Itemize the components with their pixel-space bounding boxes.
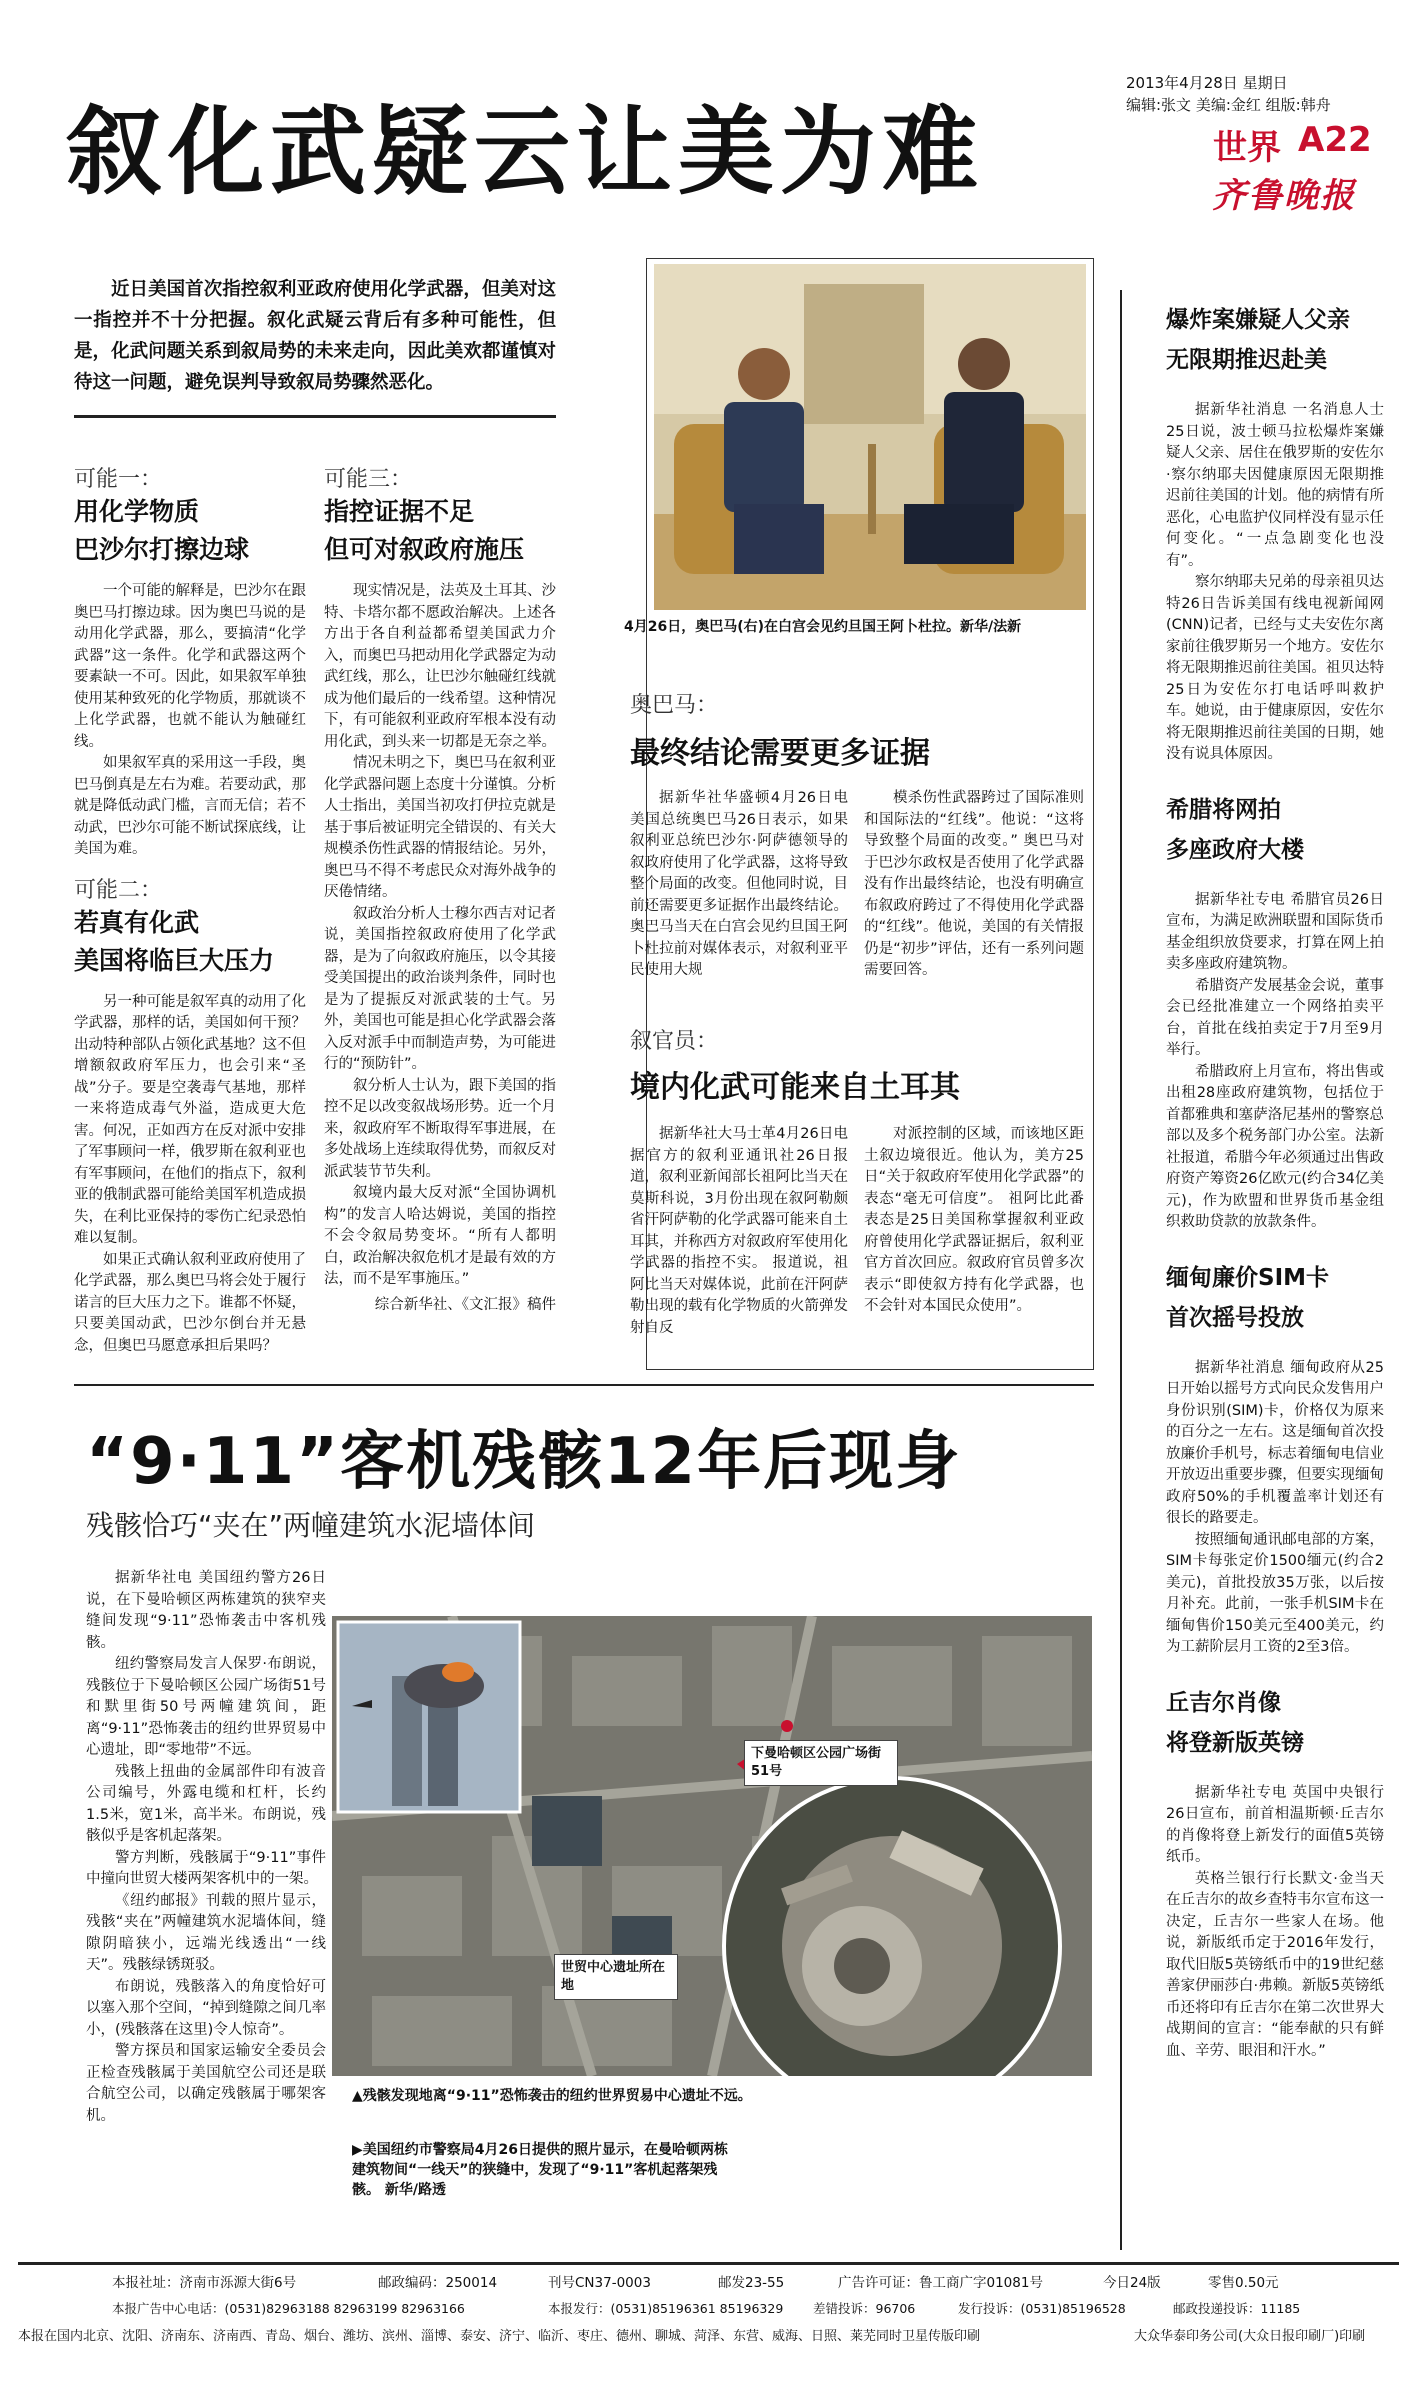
paragraph: 《纽约邮报》刊载的照片显示，残骸“夹在”两幢建筑水泥墙体间，缝隙阴暗狭小，远端光线透出“一线天”。残骸绿锈斑驳。 [86,1892,326,1973]
paragraph: 情况未明之下，奥巴马在叙利亚化学武器问题上态度十分谨慎。分析人士指出，美国当初攻打伊拉克就是基于事后被证明完全错误的、有关大规模杀伤性武器的情报结论。另外，奥巴马不得不考虑民众对海外战争的厌倦情绪。 [324,755,556,900]
footer-item: 邮政投递投诉：11185 [1173,2301,1301,2316]
kicker-obama: 奥巴马： [630,693,719,718]
obama-text-right: 模杀伤性武器跨过了国际准则和国际法的“红线”。他说：“这将导致整个局面的改变。” 奥巴马对于巴沙尔政权是否使用了化学武器没有作出最终结论，也没有明确宣布叙政府跨过了不得使用化学武器的“红线”。他说，美国的有关情报仍是“初步”评估，还有一系列问题需要回答。 [864,790,1084,978]
footer-item: 发行投诉：(0531)85196528 [958,2301,1126,2316]
article-credit: 综合新华社、《文汇报》稿件 [374,1296,556,1313]
aerial-map-illustration [332,1616,1092,2076]
paragraph: 据新华社消息 一名消息人士25日说，波士顿马拉松爆炸案嫌疑人父亲、居住在俄罗斯的安佐尔·察尔纳耶夫因健康原因无限期推迟前往美国的计划。他的病情有所恶化，心电监护仪同样没有显示任何变化。“一点急剧变化也没有”。 [1166,402,1384,569]
paragraph: 察尔纳耶夫兄弟的母亲祖贝达特26日告诉美国有线电视新闻网(CNN)记者，已经与丈夫安佐尔离家前往俄罗斯另一个地方。安佐尔将无限期推迟前往美国。祖贝达特25日为安佐尔打电话呼叫救护车。她说，由于健康原因，安佐尔将无限期推迟前往美国的日期，她没有说具体原因。 [1166,574,1384,762]
paragraph: 一个可能的解释是，巴沙尔在跟奥巴马打擦边球。因为奥巴马说的是动用化学武器，那么，要搞清“化学武器”这一条件。化学和武器这两个要素缺一不可。因此，如果叙军单独使用某种致死的化学物质，那就谈不上化学武器，也就不能认为触碰红线。 [74,583,306,750]
kicker-possibility-2: 可能二： [74,877,163,903]
title-obama: 最终结论需要更多证据 [630,736,930,771]
footer-item: 本报发行：(0531)85196361 85196329 [548,2301,784,2316]
story-911-headline: “9·11”客机残骸12年后现身 [86,1425,962,1499]
paragraph: 叙分析人士认为，跟下美国的指控不足以改变叙战场形势。近一个月来，叙政府军不断取得军事进展，在多处战场上连续取得优势，而叙反对派武装节节失利。 [324,1077,556,1180]
footer [18,2272,1399,2372]
brief-title: 多座政府大楼 [1166,836,1304,863]
map-label-park-place: 下曼哈顿区公园广场街51号 [744,1740,898,1786]
lead-divider [74,415,556,418]
brief [1166,300,1384,766]
kicker-possibility-1: 可能一： [74,467,163,492]
photo-illustration [654,264,1086,610]
obama-text-left: 据新华社华盛顿4月26日电 美国总统奥巴马26日表示，如果叙利亚总统巴沙尔·阿萨德领导的叙政府使用了化学武器，这将导致整个局面的改变。但他同时说，目前还需要更多证据作出最终结论。 奥巴马当天在白宫会见约旦国王阿卜杜拉前对媒体表示，对叙利亚平民使用大规 [630,790,848,978]
paragraph: 现实情况是，法英及土耳其、沙特、卡塔尔都不愿政治解决。上述各方出于各自利益都希望美国武力介入，而奥巴马把动用化学武器定为动武红线，那么，让巴沙尔触碰红线就成为他们最后的一线希望。这种情况下，有可能叙利亚政府军根本没有动用化武，到头来一切都是无奈之举。 [324,583,556,750]
brief-title: 丘吉尔肖像 [1166,1689,1281,1716]
briefs-column [1166,300,1384,2260]
photo-caption-1: 4月26日，奥巴马(右)在白宫会见约旦国王阿卜杜拉。新华/法新 [624,619,1022,635]
subhead-3b: 但可对叙政府施压 [324,535,525,564]
paragraph: 据新华社专电 希腊官员26日宣布，为满足欧洲联盟和国际货币基金组织放贷要求，打算在网上拍卖多座政府建筑物。 [1166,891,1384,972]
brief-title: 首次摇号投放 [1166,1304,1304,1331]
photo-obama-meeting [654,264,1086,610]
paragraph: 希腊政府上月宣布，将出售或出租28座政府建筑物，包括位于首都雅典和塞萨洛尼基州的警察总部以及多个税务部门办公室。法新社报道，希腊今年必须通过出售政府资产筹资26亿欧元(约合34亿美元)，作为欧盟和世界货币基金组织救助贷款的放款条件。 [1166,1063,1384,1230]
story-911-body [86,1568,326,2268]
brief-title: 爆炸案嫌疑人父亲 [1166,307,1350,333]
brief [1166,1258,1384,1659]
paragraph: 据新华社专电 英国中央银行26日宣布，前首相温斯顿·丘吉尔的肖像将登上新发行的面值5英镑纸币。 [1166,1784,1384,1865]
brief-title: 希腊将网拍 [1166,796,1281,823]
map-photo [332,1616,1092,2076]
title-syria: 境内化武可能来自土耳其 [630,1070,960,1105]
footer-item: 邮发23-55 [718,2275,785,2291]
brief [1166,1683,1384,2063]
subhead-1a: 用化学物质 [74,497,200,526]
paragraph: 如果正式确认叙利亚政府使用了化学武器，那么奥巴马将会处于履行诺言的巨大压力之下。谁都不怀疑，只要美国动武，巴沙尔倒台并无悬念，但奥巴马愿意承担后果吗？ [74,1251,306,1354]
footer-rule [18,2262,1399,2265]
footer-item: 今日24版 [1103,2275,1161,2291]
footer-item: 刊号CN37-0003 [548,2275,651,2291]
footer-item: 差错投诉：96706 [813,2301,916,2316]
syria-text-left: 据新华社大马士革4月26日电 据官方的叙利亚通讯社26日报道，叙利亚新闻部长祖阿比当天在莫斯科说，3月份出现在叙阿勒颇省汗阿萨勒的化学武器可能来自土耳其，并称西方对叙政府军使用化学武器的指控不实。 报道说，祖阿比当天对媒体说，此前在汗阿萨勒出现的载有化学物质的火箭弹发射自反 [630,1126,848,1336]
paragraph: 另一种可能是叙军真的动用了化学武器，那样的话，美国如何干预？出动特种部队占领化武基地？这不但增额叙政府军压力，也会引来“圣战”分子。要是空袭毒气基地，那样一来将造成毒气外溢，造成更大危害。何况，正如西方在反对派中安排了军事顾问一样，俄罗斯在叙利亚也有军事顾问，在他们的指点下，叙利亚的俄制武器可能给美国军机造成损失，在利比亚保持的零伤亡纪录恐怕难以复制。 [74,993,306,1246]
map-label-wtc-site: 世贸中心遗址所在地 [554,1954,678,2000]
obama-section [624,652,1086,994]
main-headline: 叙化武疑云让美为难 [66,96,984,208]
section-name: 世界 [1213,128,1281,168]
paragraph: 希腊资产发展基金会说，董事会已经批准建立一个网络拍卖平台，首批在线拍卖定于7月至9月举行。 [1166,977,1384,1058]
paragraph: 警方判断，残骸属于“9·11”事件中撞向世贸大楼两架客机中的一架。 [86,1849,326,1887]
footer-item: 广告许可证：鲁工商广字01081号 [838,2275,1043,2291]
kicker-syria: 叙官员： [630,1029,719,1054]
syria-text-right: 对派控制的区域，而该地区距土叙边境很近。他认为，美方25日“关于叙政府军使用化学武器”的表态“毫无可信度”。 祖阿比此番表态是25日美国称掌握叙利亚政府曾使用化学武器证据后，叙利亚官方首次回应。叙政府官员曾多次表示“即使叙方持有化学武器，也不会针对本国民众使用”。 [864,1126,1084,1314]
paragraph: 英格兰银行行长默文·金当天在丘吉尔的故乡查特韦尔宣布这一决定，丘吉尔一些家人在场。他说，新版纸币定于2016年发行，取代旧版5英镑纸币中的19世纪慈善家伊丽莎白·弗赖。新版5英镑纸币还将印有丘吉尔在第二次世界大战期间的宣言：“能奉献的只有鲜血、辛劳、眼泪和汗水。” [1166,1870,1384,2059]
paragraph: 残骸上扭曲的金属部件印有波音公司编号，外露电缆和杠杆，长约1.5米，宽1米，高半米。布朗说，残骸似乎是客机起落架。 [86,1763,326,1844]
map-caption: ▲残骸发现地离“9·11”恐怖袭击的纽约世界贸易中心遗址不远。 [352,2088,752,2104]
brief-title: 将登新版英镑 [1166,1729,1304,1756]
subhead-2a: 若真有化武 [74,907,200,937]
section-divider [74,1384,1094,1386]
paragraph: 纽约警察局发言人保罗·布朗说，残骸位于下曼哈顿区公园广场街51号和默里街50号两幢建筑间，距离“9·11”恐怖袭击的纽约世界贸易中心遗址，即“零地带”不远。 [86,1656,326,1758]
lead-paragraph: 近日美国首次指控叙利亚政府使用化学武器，但美对这一指控并不十分把握。叙化武疑云背后有多种可能性，但是，化武问题关系到叙局势的未来走向，因此美欢都谨慎对待这一问题，避免误判导致叙局势骤然恶化。 [74,279,556,393]
subhead-1b: 巴沙尔打擦边球 [74,535,250,564]
subhead-2b: 美国将临巨大压力 [74,945,275,975]
kicker-possibility-3: 可能三： [324,467,413,492]
publish-date: 2013年4月28日 星期日 [1126,74,1288,92]
paragraph: 布朗说，残骸落入的角度恰好可以塞入那个空间，“掉到缝隙之间几率小，(残骸落在这里)令人惊奇”。 [86,1978,326,2038]
newspaper-logo: 齐鲁晚报 [1212,176,1356,216]
footer-item: 本报广告中心电话：(0531)82963188 82963199 82963166 [112,2301,465,2316]
right-column-divider [1120,290,1122,2250]
story-911-subhead: 残骸恰巧“夹在”两幢建筑水泥墙体间 [86,1509,536,1542]
editor-credits: 编辑:张文 美编:金红 组版:韩舟 [1126,96,1331,114]
footer-item: 本报社址：济南市泺源大街6号 [112,2275,297,2291]
column-possibility-1 [74,462,306,1387]
paragraph: 警方探员和国家运输安全委员会正检查残骸属于美国航空公司还是联合航空公司，以确定残骸属于哪架客机。 [86,2043,326,2124]
paragraph: 按照缅甸通讯邮电部的方案，SIM卡每张定价1500缅元(约合2美元)，首批投放35万张，以后按月补充。此前，一张手机SIM卡在缅甸售价150美元至400美元，约为工薪阶层月工资的2至3倍。 [1166,1531,1384,1655]
paragraph: 据新华社电 美国纽约警方26日说，在下曼哈顿区两栋建筑的狭窄夹缝间发现“9·11”恐怖袭击中客机残骸。 [86,1570,326,1651]
subhead-3a: 指控证据不足 [324,497,475,526]
brief-title: 无限期推迟赴美 [1166,347,1327,373]
paragraph: 叙境内最大反对派“全国协调机构”的发言人哈达姆说，美国的指控不会令叙局势变坏。“所有人都明白，政治解决叙危机才是最有效的方法，而不是军事施压。” [324,1185,556,1287]
paragraph: 如果叙军真的采用这一手段，奥巴马倒真是左右为难。若要动武，那就是降低动武门槛，言而无信；若不动武，巴沙尔可能不断试探底线，让美国为难。 [74,755,306,857]
footer-item: 邮政编码：250014 [378,2275,498,2291]
syria-section [624,1018,1086,1368]
paragraph: 叙政治分析人士穆尔西吉对记者说，美国指控叙政府使用了化学武器，是为了向叙政府施压，以令其接受美国提出的政治谈判条件，同时也是为了提振反对派武装的士气。另外，美国也可能是担心化学武器会落入反对派手中而制造声势，为可能进行的“预防针”。 [324,905,556,1072]
footer-item: 零售0.50元 [1208,2275,1279,2291]
paragraph: 据新华社消息 缅甸政府从25日开始以摇号方式向民众发售用户身份识别(SIM)卡，价格仅为原来的百分之一左右。这是缅甸首次投放廉价手机号，标志着缅甸电信业开放迈出重要步骤，但要实现缅甸政府50%的手机覆盖率计划还有很长的路要走。 [1166,1359,1384,1526]
page-number: A22 [1298,120,1372,160]
footer-item: 本报在国内北京、沈阳、济南东、济南西、青岛、烟台、潍坊、滨州、淄博、泰安、济宁、临沂、枣庄、德州、聊城、菏泽、东营、威海、日照、莱芜同时卫星传版印刷 [18,2329,981,2344]
brief-title: 缅甸廉价SIM卡 [1166,1264,1330,1291]
column-possibility-3 [324,462,556,1387]
brief [1166,790,1384,1234]
footer-item: 大众华泰印务公司(大众日报印刷厂)印刷 [1134,2329,1366,2344]
debris-caption: ▶美国纽约市警察局4月26日提供的照片显示，在曼哈顿两栋建筑物间“一线天”的狭缝中，发现了“9·11”客机起落架残骸。 新华/路透 [352,2142,728,2198]
